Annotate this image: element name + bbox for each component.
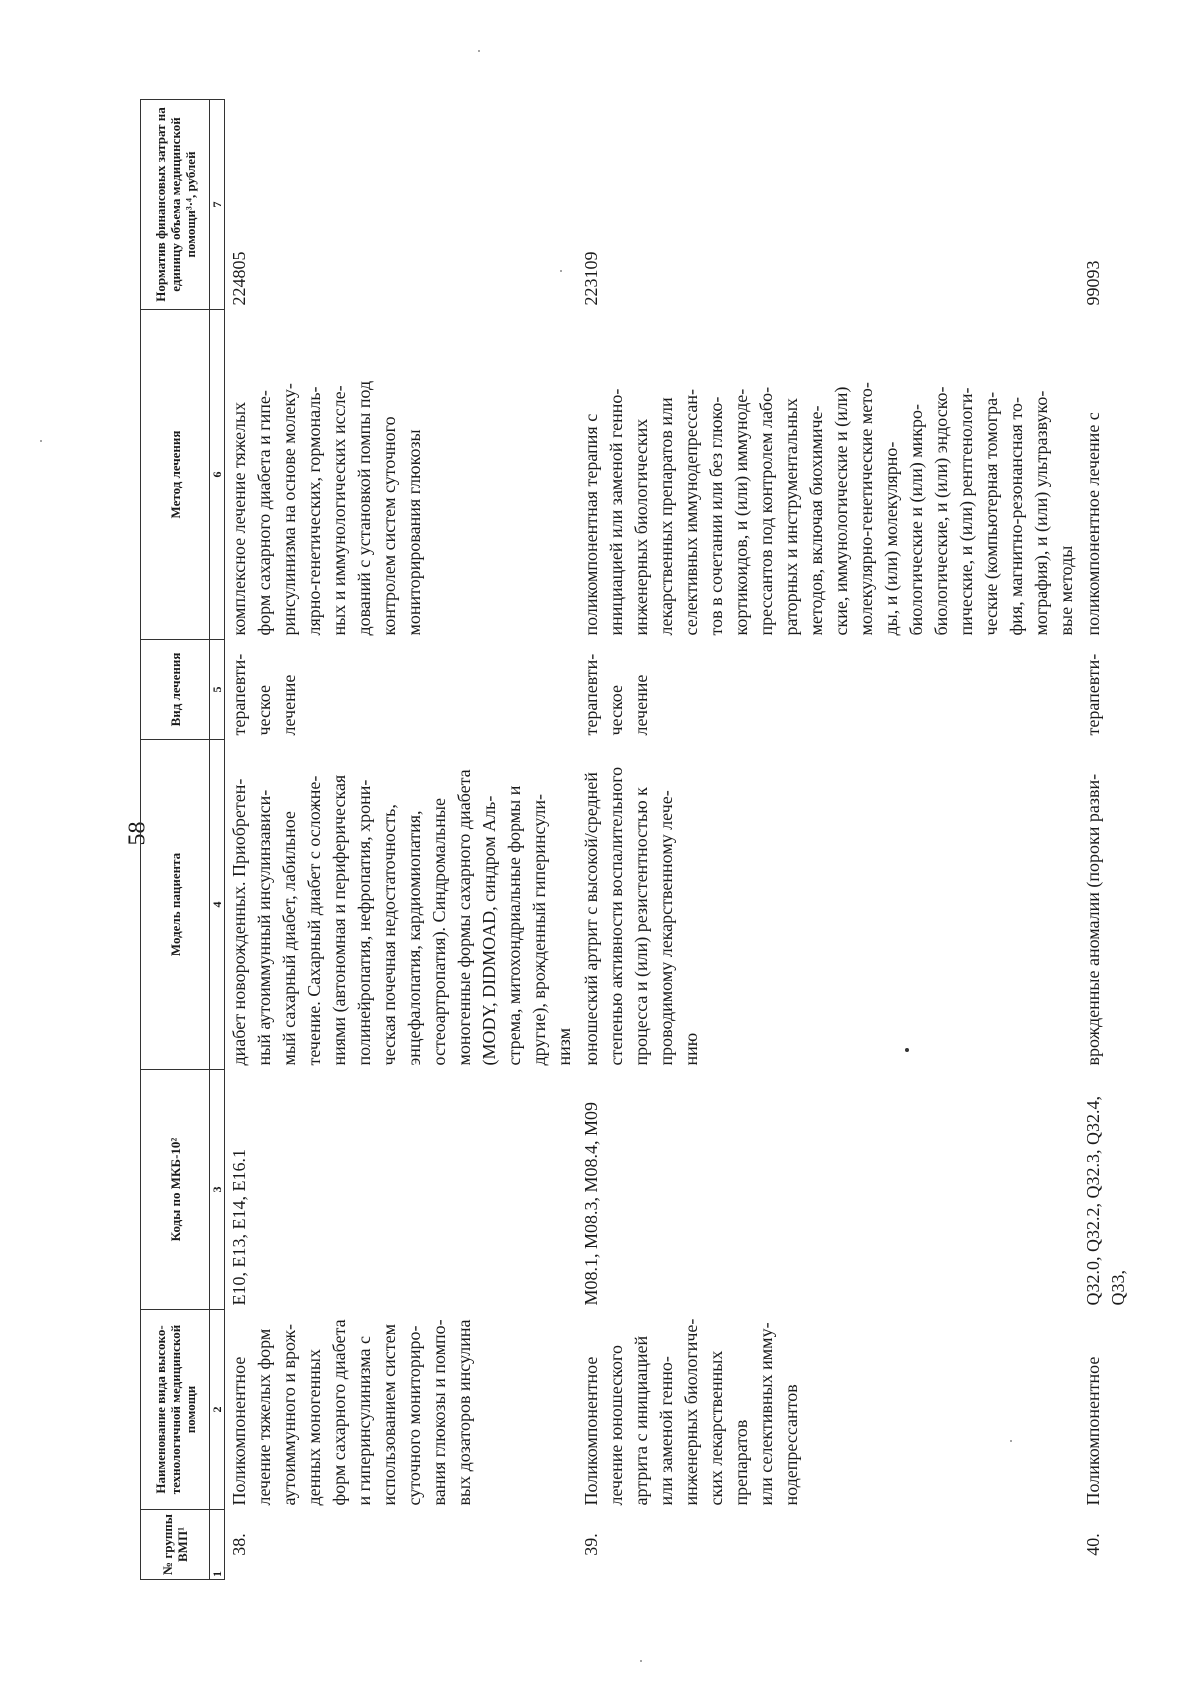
scan-speck — [905, 1048, 909, 1052]
treatment-method: поликомпонентное лечение с — [1083, 412, 1103, 636]
header-group-number: № группы ВМП¹ — [141, 1510, 210, 1580]
page-number: 58 — [124, 821, 151, 846]
cost-value: 224805 — [229, 251, 249, 306]
table-row — [225, 100, 578, 1580]
treatment-method: поликомпонентная терапия с инициацией или заменой генно- инженерных биологических лекарственных препаратов или селективных иммунодепрессан- тов в сочетании или без глюко- кортикоидов, и (или) иммуноде- прессантов под контролем лабо- раторных и инструментальных методов, включая биохимиче- ские, иммунологические и (или) молекулярно-генетические мето- ды, и (или) молекулярно- биологические и (или) микро- биологические, и (или) эндоско- пические, и (или) рентгенологи- ческие (компьютерная томогра- фия, магнитно-резонансная то- мография), и (или) ультразвуко- вые методы — [581, 382, 1076, 636]
column-number: 5 — [210, 640, 225, 740]
vmp-name: Поликомпонентное лечение юношеского артрита с инициацией или заменой генно- инженерных биологиче- ских лекарственных препаратов или селективных имму- нодепрессантов — [581, 1318, 801, 1506]
row-number: 38. — [229, 1533, 249, 1556]
treatment-type: терапевти- ческое лечение — [581, 653, 651, 736]
table-row — [1079, 100, 1131, 1580]
vmp-name: Поликомпонентное — [1083, 1356, 1103, 1506]
vmp-table — [140, 99, 1131, 1580]
row-number: 39. — [581, 1533, 601, 1556]
icd-codes: M08.1, M08.3, M08.4, M09 — [581, 1101, 601, 1306]
column-number: 4 — [210, 740, 225, 1070]
header-treatment-type: Вид лечения — [141, 640, 210, 740]
treatment-type: терапевти- ческое лечение — [229, 653, 299, 736]
scan-speck — [640, 1660, 642, 1662]
patient-model: юношеский артрит с высокой/средней степенью активности воспалительного процесса и (или) резистентностью к проводимому лекарственному лече- нию — [581, 766, 701, 1066]
header-patient-model: Модель пациента — [141, 740, 210, 1070]
treatment-method: комплексное лечение тяжелых форм сахарного диабета и гипе- ринсулинизма на основе молеку- лярно-генетических, гормональ- ных и иммунологических иссле- дований с установкой помпы под контролем систем суточного мониторирования глюкозы — [229, 380, 424, 636]
scan-speck — [40, 440, 42, 442]
header-treatment-method: Метод лечения — [141, 310, 210, 640]
header-cost-standard: Норматив финансовых затрат на единицу объема медицинской помощи³·⁴, рублей — [141, 100, 210, 310]
scan-speck — [478, 50, 480, 52]
table-header-row — [141, 100, 210, 1580]
column-number: 7 — [210, 100, 225, 310]
vmp-name: Поликомпонентное лечение тяжелых форм аутоиммунного и врож- денных моногенных форм сахарного диабета и гиперинсулинизма с использованием систем суточного мониториро- вания глюкозы и помпо- вых дозаторов инсулина — [229, 1319, 474, 1506]
icd-codes: Q32.0, Q32.2, Q32.3, Q32.4, Q33, — [1083, 1096, 1128, 1306]
patient-model: врожденные аномалии (пороки разви- — [1083, 773, 1103, 1066]
header-vmp-name: Наименование вида высоко-технологичной медицинской помощи — [141, 1310, 210, 1510]
treatment-type: терапевти- — [1083, 653, 1103, 736]
rotated-table-container — [140, 100, 1140, 1580]
icd-codes: E10, E13, E14, E16.1 — [229, 1149, 249, 1306]
cost-value: 223109 — [581, 251, 601, 306]
cost-value: 99093 — [1083, 260, 1103, 306]
column-number: 1 — [210, 1510, 225, 1580]
scan-speck — [560, 270, 562, 272]
column-number-row — [210, 100, 225, 1580]
table-row — [577, 100, 1079, 1580]
row-number: 40. — [1083, 1533, 1103, 1556]
header-icd-codes: Коды по МКБ-10² — [141, 1070, 210, 1310]
column-number: 3 — [210, 1070, 225, 1310]
patient-model: диабет новорожденных. Приобретен- ный аутоиммунный инсулинзависи- мый сахарный диабет, лабильное течение. Сахарный диабет с осложне- ниями (автономная и периферическая полинейропатия, нефропатия, хрони- ческая почечная недостаточность, энцефалопатия, кардиомиопатия, остеоартропатия). Синдромальные моногенные формы сахарного диабета (MODY, DIDMOAD, синдром Аль- стрема, митохондриальные формы и другие), врожденный гиперинсули- низм — [229, 769, 574, 1066]
scan-speck — [1010, 1440, 1012, 1442]
column-number: 2 — [210, 1310, 225, 1510]
column-number: 6 — [210, 310, 225, 640]
